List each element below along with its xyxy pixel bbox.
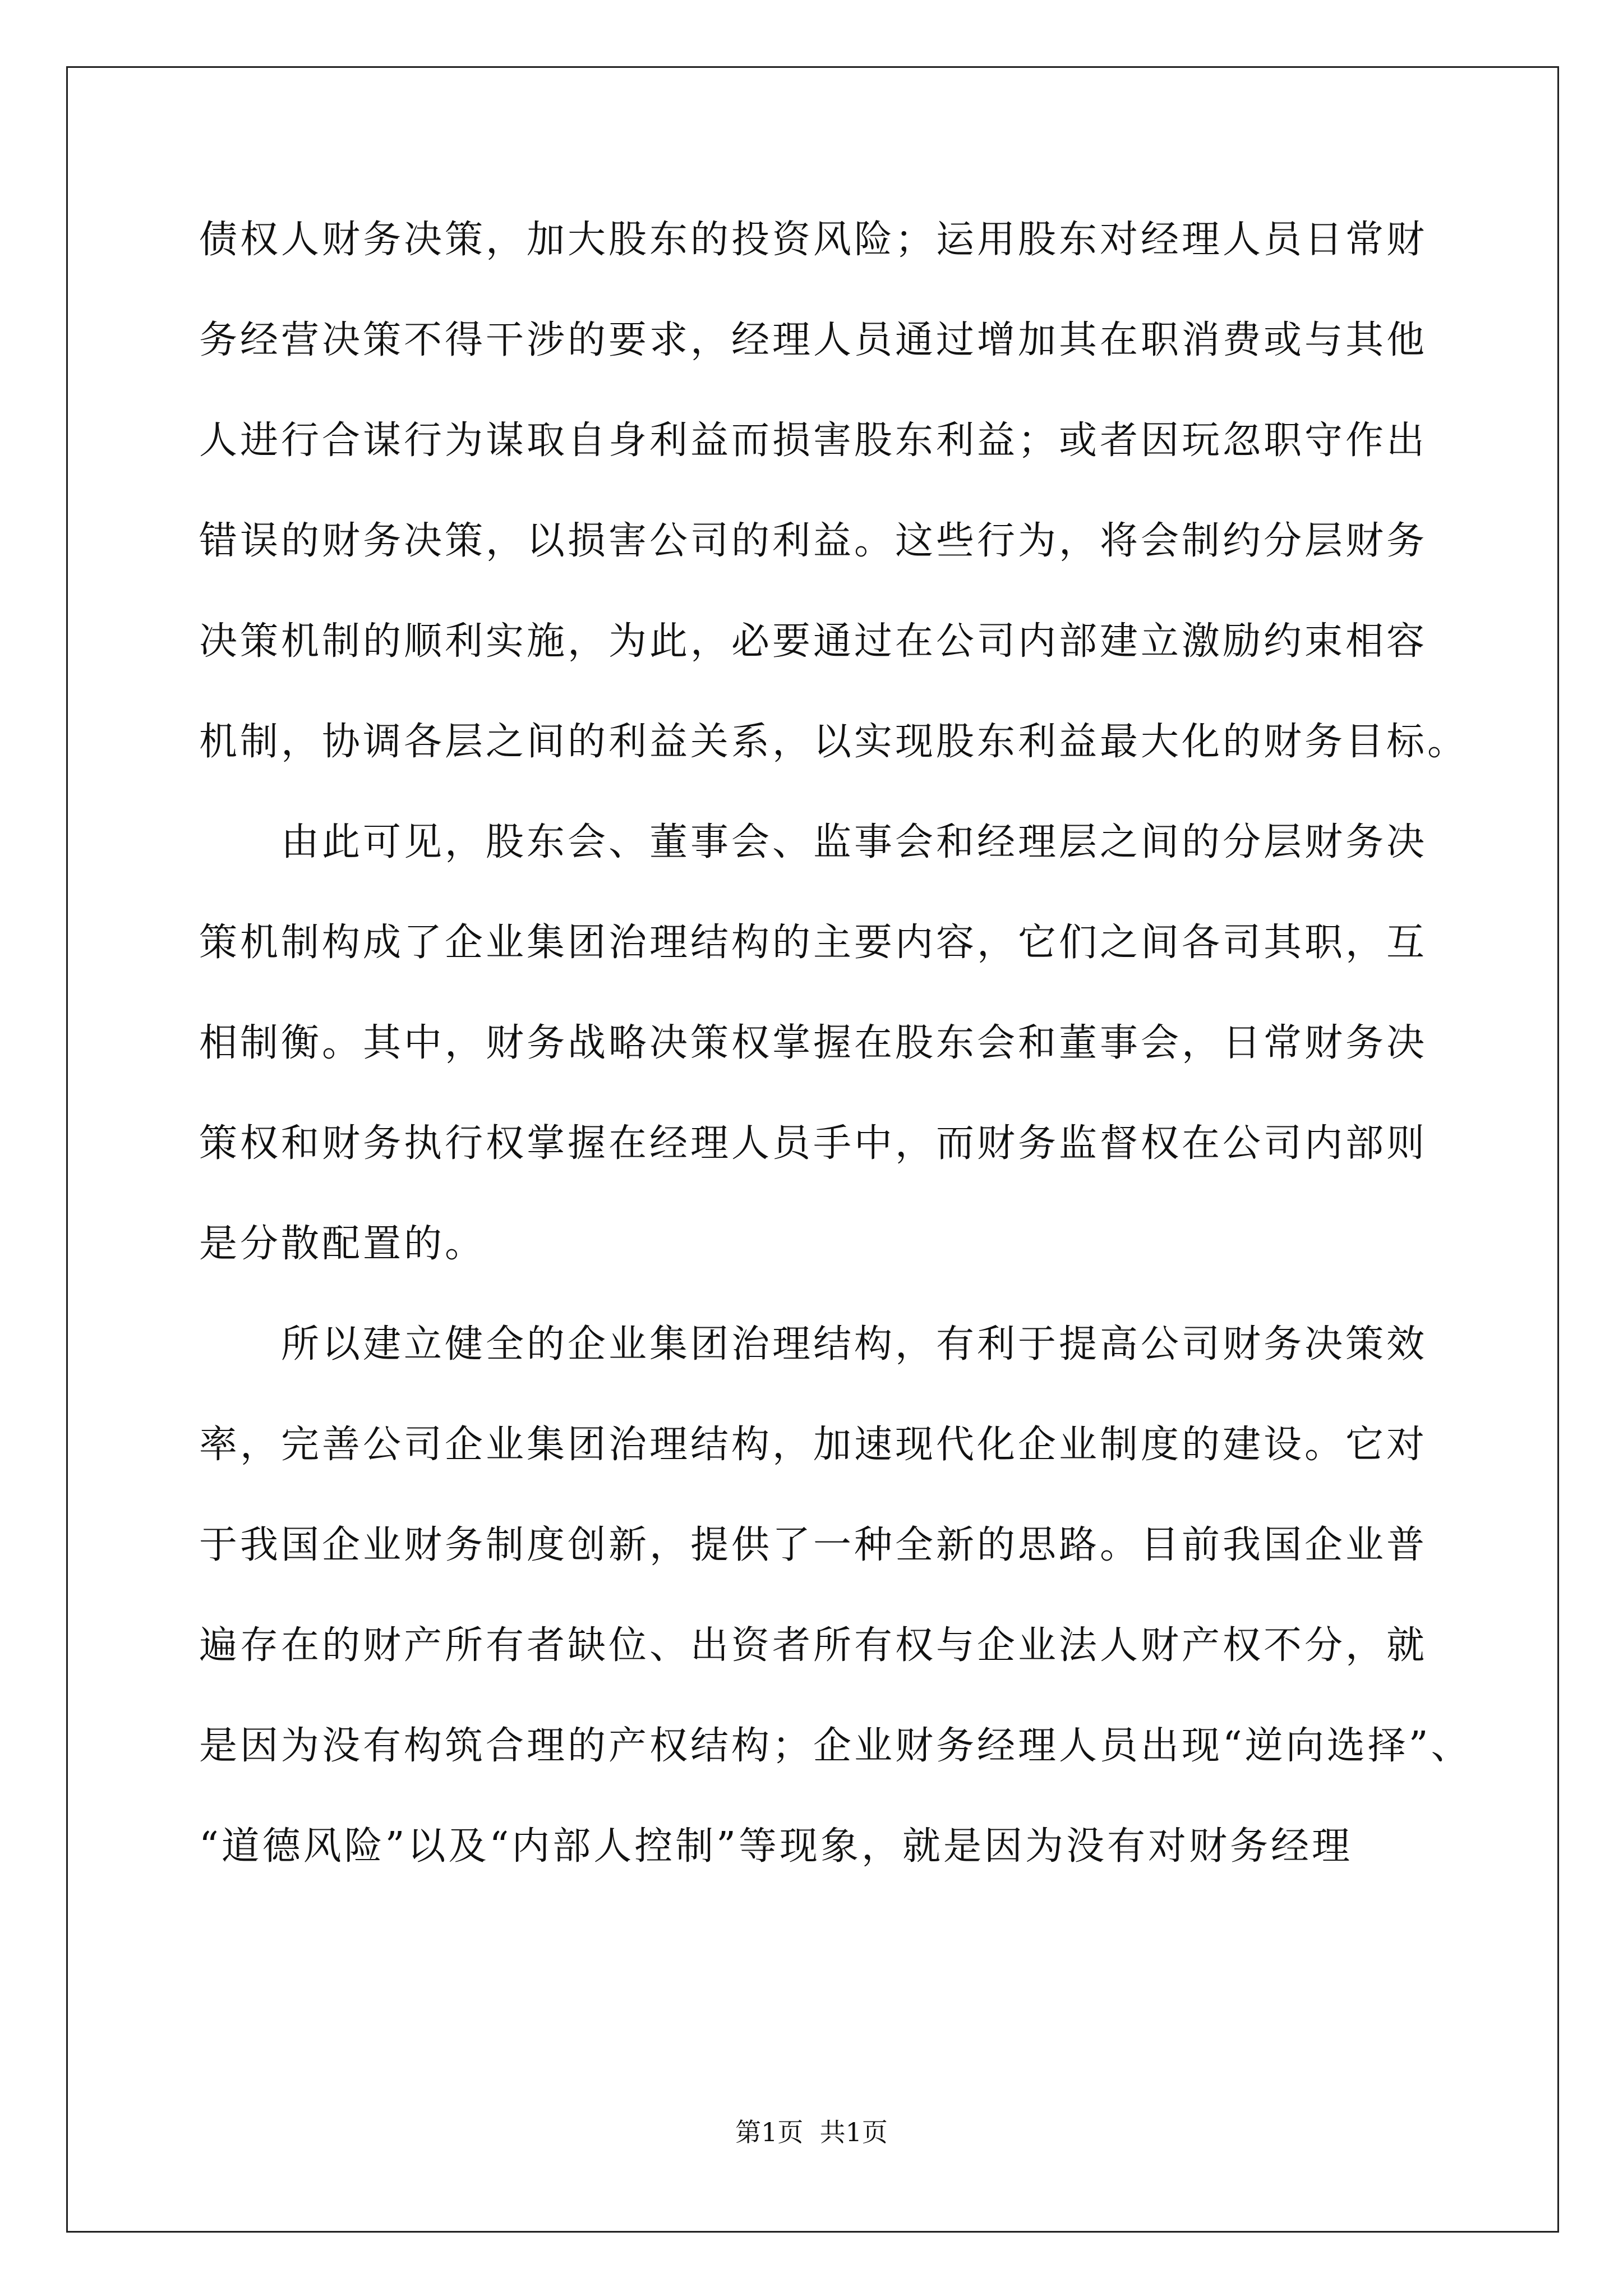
body-line-10: 策权和财务执行权掌握在经理人员手中，而财务监督权在公司内部则 (199, 1121, 1428, 1166)
body-line-1: 债权人财务决策，加大股东的投资风险；运用股东对经理人员日常财 (199, 218, 1428, 262)
body-line-5: 决策机制的顺利实施，为此，必要通过在公司内部建立激励约束相容 (199, 619, 1428, 664)
body-line-11: 是分散配置的。 (199, 1222, 486, 1266)
page-footer: 第1页 共1页 (735, 2117, 888, 2147)
body-line-13: 率，完善公司企业集团治理结构，加速现代化企业制度的建设。它对 (199, 1423, 1428, 1467)
body-line-17: “道德风险”以及“内部人控制”等现象，就是因为没有对财务经理 (199, 1824, 1353, 1869)
body-line-15: 遍存在的财产所有者缺位、出资者所有权与企业法人财产权不分，就 (199, 1623, 1428, 1668)
body-line-14: 于我国企业财务制度创新，提供了一种全新的思路。目前我国企业普 (199, 1523, 1428, 1567)
body-line-3: 人进行合谋行为谋取自身利益而损害股东利益；或者因玩忽职守作出 (199, 418, 1428, 463)
body-line-12: 所以建立健全的企业集团治理结构，有利于提高公司财务决策效 (199, 1322, 1428, 1366)
body-line-8: 策机制构成了企业集团治理结构的主要内容，它们之间各司其职，互 (199, 921, 1428, 965)
body-line-16: 是因为没有构筑合理的产权结构；企业财务经理人员出现“逆向选择”、 (199, 1724, 1472, 1768)
body-line-6: 机制，协调各层之间的利益关系，以实现股东利益最大化的财务目标。 (199, 720, 1469, 764)
body-line-4: 错误的财务决策，以损害公司的利益。这些行为，将会制约分层财务 (199, 519, 1428, 563)
body-line-9: 相制衡。其中，财务战略决策权掌握在股东会和董事会，日常财务决 (199, 1021, 1428, 1065)
body-line-7: 由此可见，股东会、董事会、监事会和经理层之间的分层财务决 (199, 820, 1428, 864)
body-line-2: 务经营决策不得干涉的要求，经理人员通过增加其在职消费或与其他 (199, 318, 1428, 362)
